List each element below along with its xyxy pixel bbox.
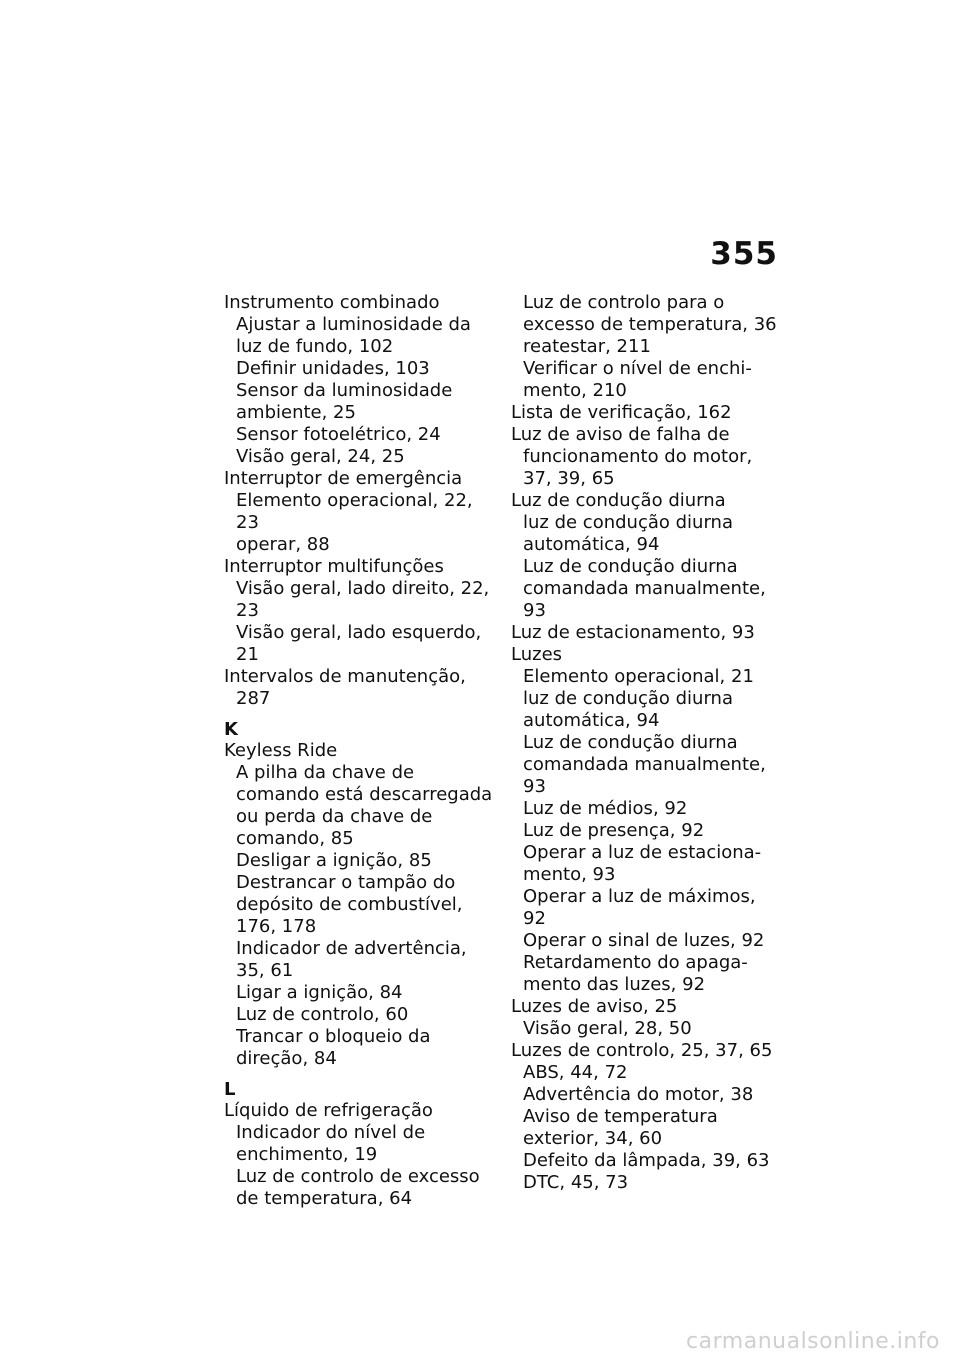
index-entry: Interruptor de emergência (224, 468, 463, 489)
index-subentry: Aviso de temperatura exterior, 34, 60 (523, 1106, 718, 1149)
index-subentry: Operar a luz de máximos, 92 (523, 886, 756, 929)
index-subentry: luz de condução diurna automática, 94 (523, 688, 733, 731)
index-subentry: Sensor fotoelétrico, 24 (236, 424, 441, 445)
index-subentry: Visão geral, 28, 50 (523, 1018, 692, 1039)
index-subentry: Desligar a ignição, 85 (236, 850, 432, 871)
index-letter-heading: K (224, 719, 238, 740)
index-subentry: Indicador de advertência, 35, 61 (236, 938, 467, 981)
index-subentry: Luz de condução diurna comandada manualmente, 93 (523, 732, 766, 797)
index-subentry: operar, 88 (236, 534, 330, 555)
page-number: 355 (710, 236, 778, 272)
index-subentry: Luz de presença, 92 (523, 820, 705, 841)
index-subentry: Visão geral, 24, 25 (236, 446, 405, 467)
index-subentry: reatestar, 211 (523, 336, 651, 357)
index-subentry: Luz de médios, 92 (523, 798, 688, 819)
index-entry: Líquido de refrigeração (224, 1100, 433, 1121)
index-subentry: A pilha da chave de comando está descarregada ou perda da chave de comando, 85 (236, 762, 493, 849)
index-letter-heading: L (224, 1079, 236, 1100)
index-subentry: Sensor da luminosidade ambiente, 25 (236, 380, 453, 423)
index-entry: Interruptor multifunções (224, 556, 444, 577)
index-entry: Intervalos de manutenção, 287 (224, 666, 466, 709)
index-entry: Luz de condução diurna (511, 490, 726, 511)
watermark: carmanualsonline.info (686, 1329, 940, 1354)
index-subentry: DTC, 45, 73 (523, 1172, 629, 1193)
index-entry: Luz de aviso de falha de funcionamento do motor, 37, 39, 65 (511, 424, 753, 489)
index-subentry: Retardamento do apaga-mento das luzes, 92 (523, 952, 748, 995)
index-entry: Instrumento combinado (224, 292, 440, 313)
index-subentry: Trancar o bloqueio da direção, 84 (236, 1026, 431, 1069)
index-entry: Luzes de controlo, 25, 37, 65 (511, 1040, 773, 1061)
index-subentry: Defeito da lâmpada, 39, 63 (523, 1150, 770, 1171)
index-subentry: Visão geral, lado esquerdo, 21 (236, 622, 482, 665)
index-subentry: Destrancar o tampão do depósito de combustível, 176, 178 (236, 872, 463, 937)
index-subentry: Elemento operacional, 21 (523, 666, 754, 687)
index-subentry: luz de condução diurna automática, 94 (523, 512, 733, 555)
index-subentry: Ligar a ignição, 84 (236, 982, 403, 1003)
index-entry: Keyless Ride (224, 740, 338, 761)
index-subentry: Visão geral, lado direito, 22, 23 (236, 578, 490, 621)
index-subentry: Luz de condução diurna comandada manualmente, 93 (523, 556, 766, 621)
index-subentry: Elemento operacional, 22, 23 (236, 490, 473, 533)
index-entry: Luz de estacionamento, 93 (511, 622, 755, 643)
index-subentry: Definir unidades, 103 (236, 358, 430, 379)
index-subentry: Advertência do motor, 38 (523, 1084, 754, 1105)
index-subentry: Operar o sinal de luzes, 92 (523, 930, 765, 951)
index-subentry: Luz de controlo para o excesso de temperatura, 36 (523, 292, 777, 335)
index-subentry: Indicador do nível de enchimento, 19 (236, 1122, 426, 1165)
index-subentry: Luz de controlo, 60 (236, 1004, 409, 1025)
index-subentry: Verificar o nível de enchi-mento, 210 (523, 358, 752, 401)
index-subentry: Luz de controlo de excesso de temperatura, 64 (236, 1166, 480, 1209)
index-entry: Luzes (511, 644, 563, 665)
index-entry: Luzes de aviso, 25 (511, 996, 678, 1017)
index-subentry: Operar a luz de estaciona-mento, 93 (523, 842, 762, 885)
index-subentry: ABS, 44, 72 (523, 1062, 628, 1083)
index-column-left (224, 292, 494, 1210)
index-column-right (511, 292, 781, 1194)
index-entry: Lista de verificação, 162 (511, 402, 732, 423)
index-subentry: Ajustar a luminosidade da luz de fundo, 102 (236, 314, 471, 357)
